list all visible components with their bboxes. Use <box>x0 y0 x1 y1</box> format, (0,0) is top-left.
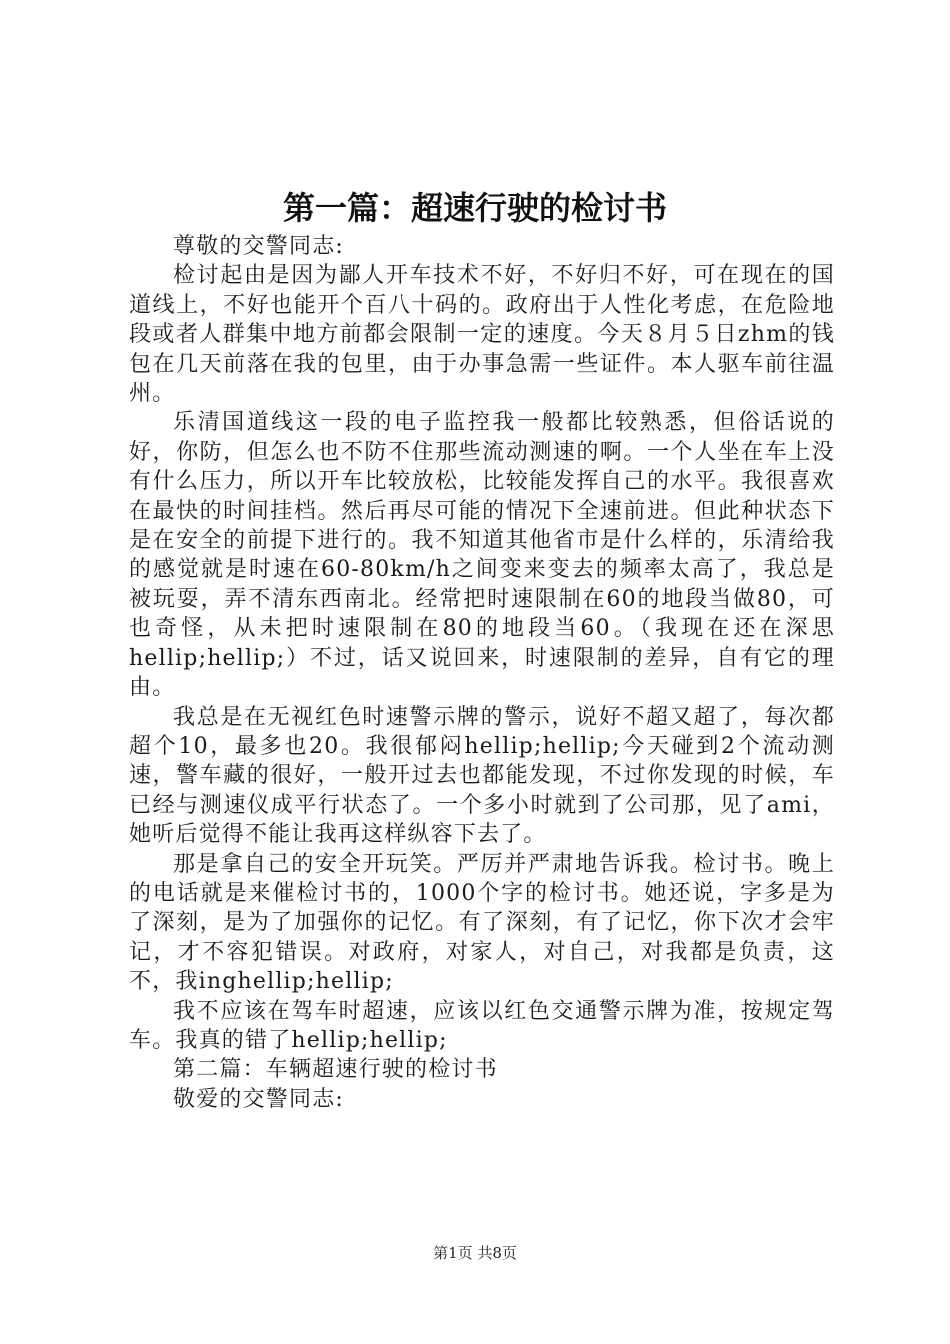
document-body <box>129 232 835 1114</box>
paragraph: 那是拿自己的安全开玩笑。严厉并严肃地告诉我。检讨书。晚上的电话就是来催检讨书的，1000个字的检讨书。她还说，字多是为了深刻，是为了加强你的记忆。有了深刻，有了记忆，你下次才会牢记，才不容犯错误。对政府，对家人，对自己，对我都是负责，这不，我inghellip;hellip; <box>129 851 835 995</box>
document-title: 第一篇：超速行驶的检讨书 <box>282 189 667 227</box>
section-heading: 第二篇：车辆超速行驶的检讨书 <box>173 1057 498 1083</box>
paragraph: 我不应该在驾车时超速，应该以红色交通警示牌为准，按规定驾车。我真的错了hellip;hellip; <box>129 998 835 1053</box>
salutation: 敬爱的交警同志: <box>173 1086 345 1112</box>
salutation: 尊敬的交警同志: <box>173 234 345 259</box>
paragraph: 检讨起由是因为鄙人开车技术不好，不好归不好，可在现在的国道线上，不好也能开个百八十码的。政府出于人性化考虑，在危险地段或者人群集中地方前都会限制一定的速度。今天８月５日zhm的钱包在几天前落在我的包里，由于办事急需一些证件。本人驱车前往温州。 <box>129 263 835 407</box>
page-footer: 第1页 共8页 <box>433 1244 517 1262</box>
paragraph: 我总是在无视红色时速警示牌的警示，说好不超又超了，每次都超个10，最多也20。我很郁闷hellip;hellip;今天碰到2个流动测速，警车藏的很好，一般开过去也都能发现，不过你发现的时候，车已经与测速仪成平行状态了。一个多小时就到了公司那，见了ami，她听后觉得不能让我再这样纵容下去了。 <box>129 704 835 848</box>
paragraph: 乐清国道线这一段的电子监控我一般都比较熟悉，但俗话说的好，你防，但怎么也不防不住那些流动测速的啊。一个人坐在车上没有什么压力，所以开车比较放松，比较能发挥自己的水平。我很喜欢在最快的时间挂档。然后再尽可能的情况下全速前进。但此种状态下是在安全的前提下进行的。我不知道其他省市是什么样的，乐清给我的感觉就是时速在60-80km/h之间变来变去的频率太高了，我总是被玩耍，弄不清东西南北。经常把时速限制在60的地段当做80，可也奇怪，从未把时速限制在80的地段当60。（我现在还在深思hellip;hellip;）不过，话又说回来，时速限制的差异，自有它的理由。 <box>129 410 835 701</box>
